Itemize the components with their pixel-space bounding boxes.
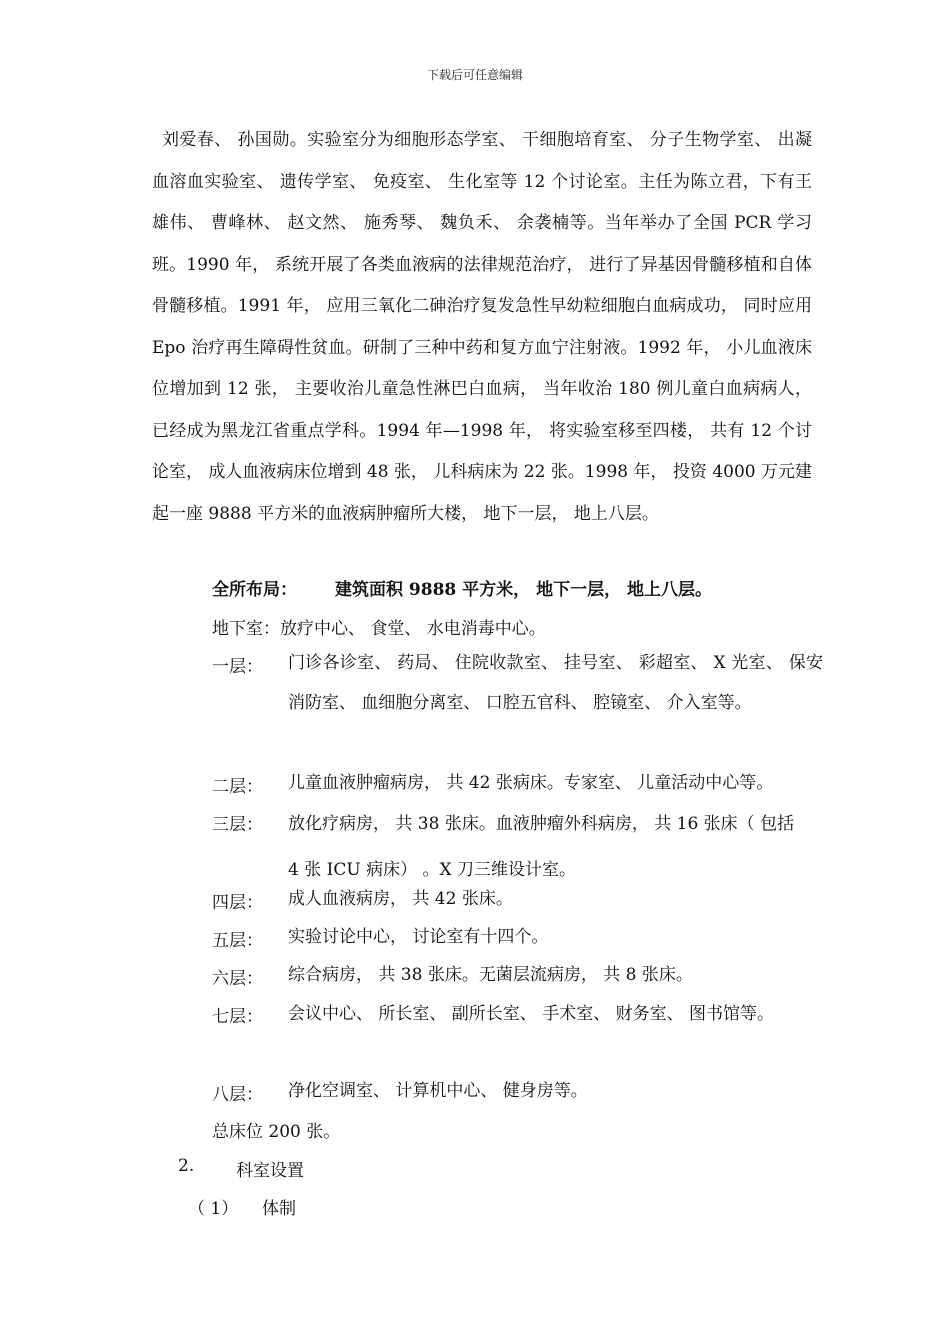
- floor-2-label: 二层：: [212, 777, 263, 797]
- layout-title: 全所布局：: [212, 580, 297, 600]
- floor-4-label: 四层：: [212, 893, 263, 913]
- floor-6-text: 综合病房， 共 38 张床。无菌层流病房， 共 8 张床。: [288, 965, 693, 985]
- floor-7-text: 会议中心、 所长室、 副所长室、 手术室、 财务室、 图书馆等。: [288, 1004, 775, 1024]
- basement-line: 地下室：放疗中心、 食堂、 水电消毒中心。: [212, 619, 546, 639]
- page-header: 下载后可任意编辑: [426, 68, 523, 82]
- layout-summary: 建筑面积 9888 平方米， 地下一层， 地上八层。: [335, 580, 712, 600]
- floor-8-label: 八层：: [212, 1085, 263, 1105]
- subsection-number: （ 1）: [188, 1199, 239, 1219]
- floor-7-label: 七层：: [212, 1007, 263, 1027]
- floor-4-text: 成人血液病房， 共 42 张床。: [288, 889, 513, 909]
- floor-5-text: 实验讨论中心， 讨论室有十四个。: [288, 927, 549, 947]
- total-beds: 总床位 200 张。: [212, 1122, 341, 1142]
- subsection-title: 体制: [262, 1199, 296, 1219]
- floor-3-label: 三层：: [212, 815, 263, 835]
- floor-5-label: 五层：: [212, 931, 263, 951]
- floor-1-label: 一层：: [212, 657, 263, 677]
- section-number: 2.: [178, 1156, 195, 1176]
- floor-3-text: 放化疗病房， 共 38 张床。血液肿瘤外科病房， 共 16 张床（ 包括 4 张 ICU 病床） 。X 刀三维设计室。: [288, 814, 795, 880]
- floor-8-text: 净化空调室、 计算机中心、 健身房等。: [288, 1081, 588, 1101]
- history-paragraph: 刘爱春、 孙国勋。实验室分为细胞形态学室、 干细胞培育室、 分子生物学室、 出凝血溶血实验室、 遗传学室、 免疫室、 生化室等 12 个讨论室。主任为陈立君，下有王雄伟、 曹峰林、 赵文然、 施秀琴、 魏负禾、 余袭楠等。当年举办了全国 PCR 学习班。1990 年， 系统开展了各类血液病的法律规范治疗， 进行了异基因骨髓移植和自体骨髓移植。1991 年， 应用三氧化二砷治疗复发急性早幼粒细胞白血病成功， 同时应用 Epo 治疗再生障碍性贫血。研制了三种中药和复方血宁注射液。1992 年， 小儿血液床位增加到 12 张， 主要收治儿童急性淋巴白血病， 当年收治 180 例儿童白血病病人， 已经成为黑龙江省重点学科。1994 年—1998 年， 将实验室移至四楼， 共有 12 个讨论室， 成人血液病床位增到 48 张， 儿科病床为 22 张。1998 年， 投资 4000 万元建起一座 9888 平方米的血液病肿瘤所大楼， 地下一层， 地上八层。: [152, 130, 812, 524]
- floor-2-text: 儿童血液肿瘤病房， 共 42 张病床。专家室、 儿童活动中心等。: [288, 773, 774, 793]
- floor-6-label: 六层：: [212, 969, 263, 989]
- section-title: 科室设置: [236, 1161, 304, 1181]
- floor-1-text: 门诊各诊室、 药局、 住院收款室、 挂号室、 彩超室、 X 光室、 保安消防室、 血细胞分离室、 口腔五官科、 腔镜室、 介入室等。: [288, 653, 823, 713]
